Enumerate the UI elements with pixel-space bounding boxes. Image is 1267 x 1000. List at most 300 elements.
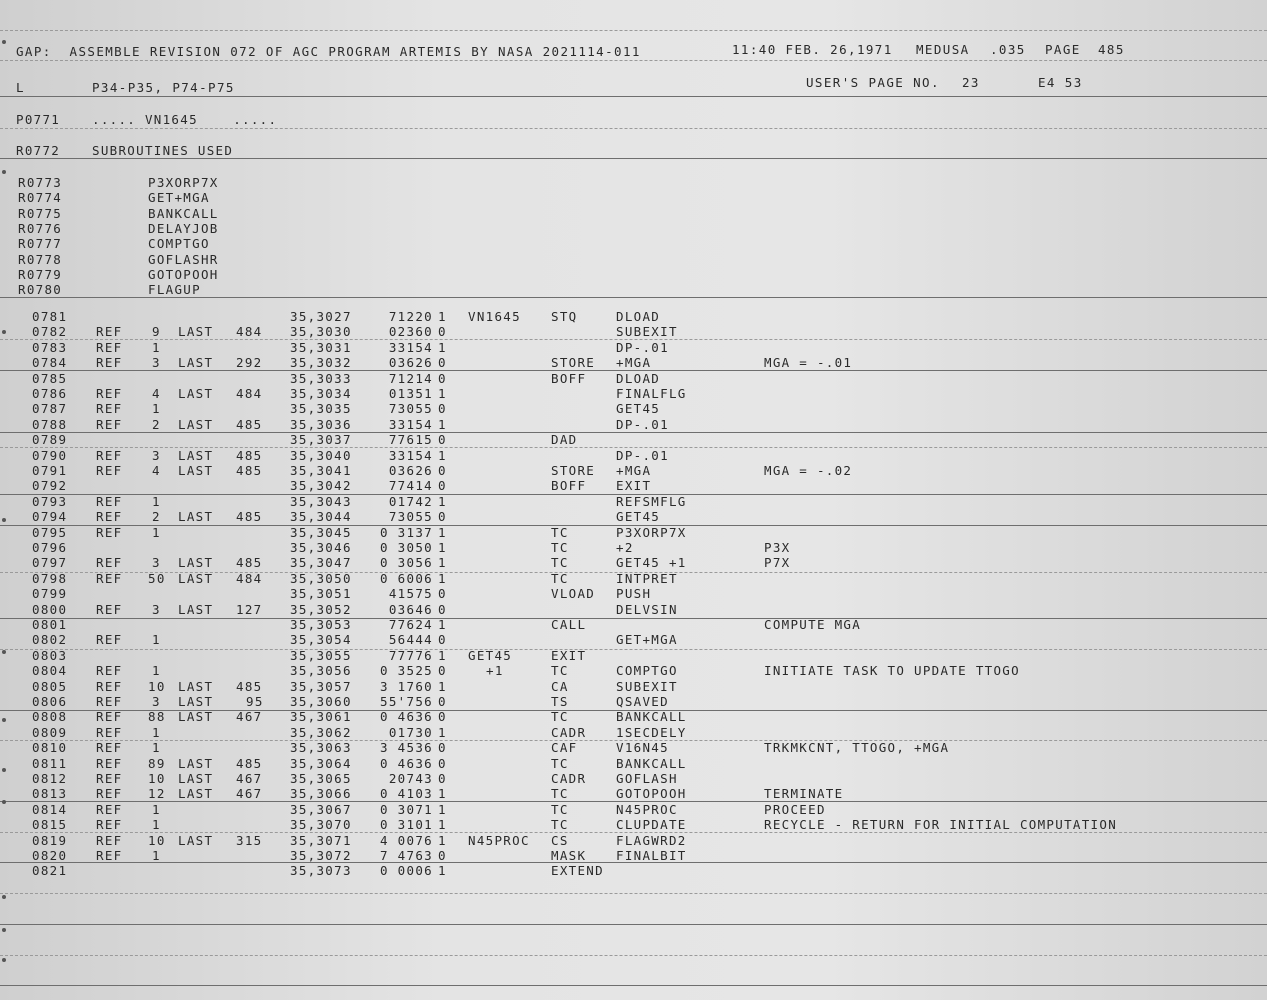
ref-keyword: REF (96, 355, 123, 371)
line-number: 0813 (32, 786, 68, 802)
last-keyword: LAST (178, 509, 214, 525)
parity-bit: 1 (438, 416, 447, 432)
machine-word: 20743 (388, 771, 433, 786)
line-number: 0821 (32, 863, 68, 879)
ruled-line (0, 740, 1267, 741)
ref-count: 1 (152, 740, 161, 756)
last-keyword: LAST (178, 709, 214, 725)
comment: MGA = -.01 (764, 355, 853, 371)
ref-count: 89 (148, 755, 166, 771)
parity-bit: 1 (438, 493, 447, 509)
ruled-line (0, 447, 1267, 448)
ref-count: 2 (152, 509, 161, 525)
address: 35,3070 (290, 817, 352, 833)
operand: CLUPDATE (616, 817, 687, 833)
address: 35,3066 (290, 786, 352, 802)
machine-word: 7 4763 (380, 848, 433, 863)
comment: P7X (764, 555, 791, 571)
machine-word: 01351 (388, 386, 433, 401)
last-page: 485 (236, 755, 263, 771)
comment: P3X (764, 540, 791, 555)
parity-bit: 0 (438, 694, 447, 709)
ref-count: 1 (152, 339, 161, 355)
parity-bit: 0 (438, 709, 447, 725)
ref-keyword: REF (96, 447, 123, 463)
ruled-line (0, 710, 1267, 711)
machine-word: 71214 (388, 370, 433, 386)
operand: V16N45 (616, 740, 669, 756)
line-number: 0794 (32, 509, 68, 525)
last-keyword: LAST (178, 832, 214, 848)
parity-bit: 1 (438, 678, 447, 694)
ref-keyword: REF (96, 401, 123, 417)
last-page: 484 (236, 386, 263, 401)
opcode: CADR (551, 724, 587, 740)
address: 35,3064 (290, 755, 352, 771)
ruled-line (0, 649, 1267, 650)
operand: GOFLASH (616, 771, 678, 786)
line-number: 0808 (32, 709, 68, 725)
users-page-number: 23 (962, 75, 980, 90)
operand: 1SECDELY (616, 724, 687, 740)
last-page: 485 (236, 555, 263, 571)
opcode: EXTEND (551, 863, 604, 879)
ruled-line (0, 572, 1267, 573)
last-page: 467 (236, 709, 263, 725)
section-text: SUBROUTINES USED (92, 143, 234, 158)
ruled-line (0, 955, 1267, 956)
parity-bit: 0 (438, 355, 447, 371)
ref-keyword: REF (96, 832, 123, 848)
last-keyword: LAST (178, 755, 214, 771)
machine-word: 77624 (388, 617, 433, 632)
ref-keyword: REF (96, 817, 123, 833)
operand: SUBEXIT (616, 678, 678, 694)
machine-word: 0 3101 (380, 817, 433, 833)
last-page: 485 (236, 463, 263, 478)
operand: GET45 (616, 401, 661, 417)
ref-keyword: REF (96, 801, 123, 817)
line-number: 0799 (32, 586, 68, 602)
last-keyword: LAST (178, 324, 214, 340)
address: 35,3053 (290, 617, 352, 632)
machine-word: 0 3137 (380, 524, 433, 540)
operand: P3XORP7X (616, 524, 687, 540)
machine-word: 0 3525 (380, 663, 433, 679)
line-number: 0814 (32, 801, 68, 817)
ref-count: 10 (148, 678, 166, 694)
operand: EXIT (616, 478, 652, 494)
opcode: TC (551, 709, 569, 725)
operand: FLAGWRD2 (616, 832, 687, 848)
margin-hole (2, 928, 6, 932)
line-number: R0780 (18, 282, 63, 298)
parity-bit: 0 (438, 740, 447, 756)
address: 35,3061 (290, 709, 352, 725)
opcode: MASK (551, 848, 587, 863)
address: 35,3043 (290, 493, 352, 509)
opcode: TC (551, 555, 569, 571)
parity-bit: 1 (438, 524, 447, 540)
line-number: 0788 (32, 416, 68, 432)
operand: QSAVED (616, 694, 669, 709)
address: 35,3055 (290, 647, 352, 663)
opcode: VLOAD (551, 586, 596, 602)
ruled-line (0, 494, 1267, 495)
line-number: 0796 (32, 540, 68, 555)
opcode: TS (551, 694, 569, 709)
address: 35,3056 (290, 663, 352, 679)
parity-bit: 1 (438, 647, 447, 663)
last-keyword: LAST (178, 771, 214, 786)
address: 35,3047 (290, 555, 352, 571)
subroutine-name: BANKCALL (148, 205, 219, 221)
ref-keyword: REF (96, 555, 123, 571)
machine-word: 01730 (388, 724, 433, 740)
margin-hole (2, 330, 6, 334)
address: 35,3050 (290, 570, 352, 586)
parity-bit: 0 (438, 370, 447, 386)
last-page: 484 (236, 324, 263, 340)
ruled-line (0, 985, 1267, 986)
address: 35,3035 (290, 401, 352, 417)
machine-word: 0 4103 (380, 786, 433, 802)
parity-bit: 1 (438, 339, 447, 355)
address: 35,3044 (290, 509, 352, 525)
subroutine-name: P3XORP7X (148, 175, 219, 190)
last-keyword: LAST (178, 416, 214, 432)
last-page: 485 (236, 509, 263, 525)
subroutine-name: COMPTGO (148, 236, 210, 252)
line-number: 0795 (32, 524, 68, 540)
last-keyword: LAST (178, 786, 214, 802)
ref-keyword: REF (96, 509, 123, 525)
last-page: 484 (236, 570, 263, 586)
last-page: 485 (236, 416, 263, 432)
ref-keyword: REF (96, 848, 123, 863)
parity-bit: 0 (438, 771, 447, 786)
parity-bit: 0 (438, 509, 447, 525)
comment: TRKMKCNT, TTOGO, +MGA (764, 740, 950, 756)
line-number: 0782 (32, 324, 68, 340)
address: 35,3051 (290, 586, 352, 602)
line-number: 0812 (32, 771, 68, 786)
machine-word: 03646 (388, 601, 433, 617)
operand: REFSMFLG (616, 493, 687, 509)
opcode: TC (551, 786, 569, 802)
machine-word: 0 4636 (380, 755, 433, 771)
operand: GET+MGA (616, 632, 678, 648)
ref-count: 3 (152, 601, 161, 617)
ref-count: 1 (152, 632, 161, 648)
last-keyword: LAST (178, 463, 214, 478)
ref-keyword: REF (96, 324, 123, 340)
ref-count: 88 (148, 709, 166, 725)
label: VN1645 (468, 309, 521, 324)
line-number: R0779 (18, 266, 63, 282)
opcode: CAF (551, 740, 578, 756)
last-page: 485 (236, 678, 263, 694)
address: 35,3046 (290, 540, 352, 555)
address: 35,3040 (290, 447, 352, 463)
header-datetime: 11:40 FEB. 26,1971 (732, 42, 893, 57)
parity-bit: 1 (438, 724, 447, 740)
address: 35,3034 (290, 386, 352, 401)
ref-count: 1 (152, 524, 161, 540)
line-number: 0797 (32, 555, 68, 571)
ruled-line (0, 158, 1267, 159)
opcode: BOFF (551, 370, 587, 386)
ref-count: 10 (148, 771, 166, 786)
address: 35,3030 (290, 324, 352, 340)
address: 35,3054 (290, 632, 352, 648)
ref-count: 4 (152, 463, 161, 478)
ruled-line (0, 618, 1267, 619)
operand: N45PROC (616, 801, 678, 817)
last-keyword: LAST (178, 601, 214, 617)
comment: PROCEED (764, 801, 826, 817)
ref-keyword: REF (96, 786, 123, 802)
line-number: 0815 (32, 817, 68, 833)
header-title: GAP: ASSEMBLE REVISION 072 OF AGC PROGRAM ARTEMIS BY NASA 2021114-011 (16, 44, 641, 59)
opcode: DAD (551, 432, 578, 448)
subroutine-name: FLAGUP (148, 282, 201, 298)
ref-count: 50 (148, 570, 166, 586)
ref-keyword: REF (96, 771, 123, 786)
ref-keyword: REF (96, 663, 123, 679)
opcode: BOFF (551, 478, 587, 494)
line-number: 0805 (32, 678, 68, 694)
comment: MGA = -.02 (764, 463, 853, 478)
operand: PUSH (616, 586, 652, 602)
line-number: 0792 (32, 478, 68, 494)
ref-count: 12 (148, 786, 166, 802)
operand: SUBEXIT (616, 324, 678, 340)
ruled-line (0, 801, 1267, 802)
parity-bit: 0 (438, 663, 447, 679)
opcode: STQ (551, 309, 578, 324)
margin-hole (2, 768, 6, 772)
line-number: 0793 (32, 493, 68, 509)
operand: +MGA (616, 463, 652, 478)
last-page: 485 (236, 447, 263, 463)
parity-bit: 0 (438, 755, 447, 771)
operand: DP-.01 (616, 339, 669, 355)
ruled-line (0, 96, 1267, 97)
operand: FINALBIT (616, 848, 687, 863)
address: 35,3065 (290, 771, 352, 786)
address: 35,3052 (290, 601, 352, 617)
line-number: 0811 (32, 755, 68, 771)
margin-hole (2, 518, 6, 522)
line-number: 0789 (32, 432, 68, 448)
address: 35,3060 (290, 694, 352, 709)
line-number: R0777 (18, 236, 63, 252)
subheader-l: L (16, 80, 25, 95)
ruled-line (0, 924, 1267, 925)
line-number: 0802 (32, 632, 68, 648)
ref-count: 1 (152, 663, 161, 679)
opcode: STORE (551, 463, 596, 478)
line-number: 0791 (32, 463, 68, 478)
parity-bit: 1 (438, 309, 447, 324)
address: 35,3062 (290, 724, 352, 740)
last-keyword: LAST (178, 555, 214, 571)
margin-hole (2, 650, 6, 654)
line-number: 0800 (32, 601, 68, 617)
opcode: TC (551, 817, 569, 833)
parity-bit: 0 (438, 324, 447, 340)
last-keyword: LAST (178, 355, 214, 371)
comment: COMPUTE MGA (764, 617, 862, 632)
line-number: R0776 (18, 220, 63, 236)
parity-bit: 0 (438, 586, 447, 602)
machine-word: 33154 (388, 339, 433, 355)
address: 35,3071 (290, 832, 352, 848)
label: GET45 (468, 647, 513, 663)
comment: INITIATE TASK TO UPDATE TTOGO (764, 663, 1020, 679)
opcode: CS (551, 832, 569, 848)
machine-word: 03626 (388, 355, 433, 371)
operand: FINALFLG (616, 386, 687, 401)
last-keyword: LAST (178, 386, 214, 401)
ruled-line (0, 297, 1267, 298)
line-number: R0775 (18, 205, 63, 221)
machine-word: 0 4636 (380, 709, 433, 725)
ref-keyword: REF (96, 724, 123, 740)
ref-keyword: REF (96, 386, 123, 401)
margin-hole (2, 40, 6, 44)
header-system: MEDUSA (916, 42, 970, 57)
line-number: 0806 (32, 694, 68, 709)
machine-word: 0 3071 (380, 801, 433, 817)
operand: DP-.01 (616, 447, 669, 463)
operand: COMPTGO (616, 663, 678, 679)
margin-hole (2, 800, 6, 804)
line-number: 0804 (32, 663, 68, 679)
machine-word: 77776 (388, 647, 433, 663)
line-number: R0774 (18, 190, 63, 206)
machine-word: 73055 (388, 401, 433, 417)
line-number: 0820 (32, 848, 68, 863)
last-keyword: LAST (178, 570, 214, 586)
address: 35,3027 (290, 309, 352, 324)
ref-keyword: REF (96, 601, 123, 617)
ref-count: 2 (152, 416, 161, 432)
ref-count: 10 (148, 832, 166, 848)
machine-word: 77414 (388, 478, 433, 494)
ref-count: 3 (152, 694, 161, 709)
line-number: 0803 (32, 647, 68, 663)
parity-bit: 1 (438, 863, 447, 879)
operand: DP-.01 (616, 416, 669, 432)
line-number: 0819 (32, 832, 68, 848)
ruled-line (0, 128, 1267, 129)
parity-bit: 1 (438, 386, 447, 401)
machine-word: 77615 (388, 432, 433, 448)
address: 35,3042 (290, 478, 352, 494)
ref-keyword: REF (96, 678, 123, 694)
address: 35,3045 (290, 524, 352, 540)
operand: BANKCALL (616, 709, 687, 725)
line-number: P0771 (16, 112, 61, 127)
ref-keyword: REF (96, 740, 123, 756)
operand: DLOAD (616, 370, 661, 386)
line-number: 0781 (32, 309, 68, 324)
ref-count: 3 (152, 447, 161, 463)
line-number: 0801 (32, 617, 68, 632)
machine-word: 3 4536 (380, 740, 433, 756)
last-page: 467 (236, 786, 263, 802)
opcode: STORE (551, 355, 596, 371)
header-page-number: 485 (1098, 42, 1125, 57)
header-code: .035 (990, 42, 1026, 57)
parity-bit: 0 (438, 401, 447, 417)
parity-bit: 1 (438, 832, 447, 848)
parity-bit: 0 (438, 601, 447, 617)
line-number: R0778 (18, 251, 63, 267)
address: 35,3031 (290, 339, 352, 355)
ref-keyword: REF (96, 339, 123, 355)
operand: INTPRET (616, 570, 678, 586)
ref-count: 1 (152, 848, 161, 863)
machine-word: 0 6006 (380, 570, 433, 586)
last-page: 315 (236, 832, 263, 848)
machine-word: 41575 (388, 586, 433, 602)
line-number: 0810 (32, 740, 68, 756)
margin-hole (2, 895, 6, 899)
users-page-label: USER'S PAGE NO. (806, 75, 940, 90)
operand: DELVSIN (616, 601, 678, 617)
ref-count: 3 (152, 355, 161, 371)
opcode: TC (551, 801, 569, 817)
operand: GET45 (616, 509, 661, 525)
line-number: 0783 (32, 339, 68, 355)
line-number: R0772 (16, 143, 61, 158)
opcode: TC (551, 524, 569, 540)
operand: +2 (616, 540, 634, 555)
ref-keyword: REF (96, 570, 123, 586)
machine-word: 56444 (388, 632, 433, 648)
ref-keyword: REF (96, 524, 123, 540)
ref-count: 9 (152, 324, 161, 340)
address: 35,3057 (290, 678, 352, 694)
machine-word: 33154 (388, 416, 433, 432)
opcode: TC (551, 540, 569, 555)
machine-word: 02360 (388, 324, 433, 340)
ruled-line (0, 832, 1267, 833)
parity-bit: 1 (438, 817, 447, 833)
machine-word: 55'756 (380, 694, 433, 709)
parity-bit: 0 (438, 432, 447, 448)
operand: +MGA (616, 355, 652, 371)
users-page-code: E4 53 (1038, 75, 1083, 90)
comment: TERMINATE (764, 786, 844, 802)
address: 35,3072 (290, 848, 352, 863)
line-number: 0790 (32, 447, 68, 463)
ref-count: 1 (152, 801, 161, 817)
last-keyword: LAST (178, 694, 214, 709)
ref-count: 3 (152, 555, 161, 571)
section-text: ..... VN1645 ..... (92, 112, 278, 127)
parity-bit: 0 (438, 632, 447, 648)
label: +1 (486, 663, 504, 679)
subroutine-name: GOFLASHR (148, 251, 219, 267)
line-number: 0809 (32, 724, 68, 740)
ref-count: 1 (152, 493, 161, 509)
opcode: TC (551, 755, 569, 771)
ref-keyword: REF (96, 632, 123, 648)
